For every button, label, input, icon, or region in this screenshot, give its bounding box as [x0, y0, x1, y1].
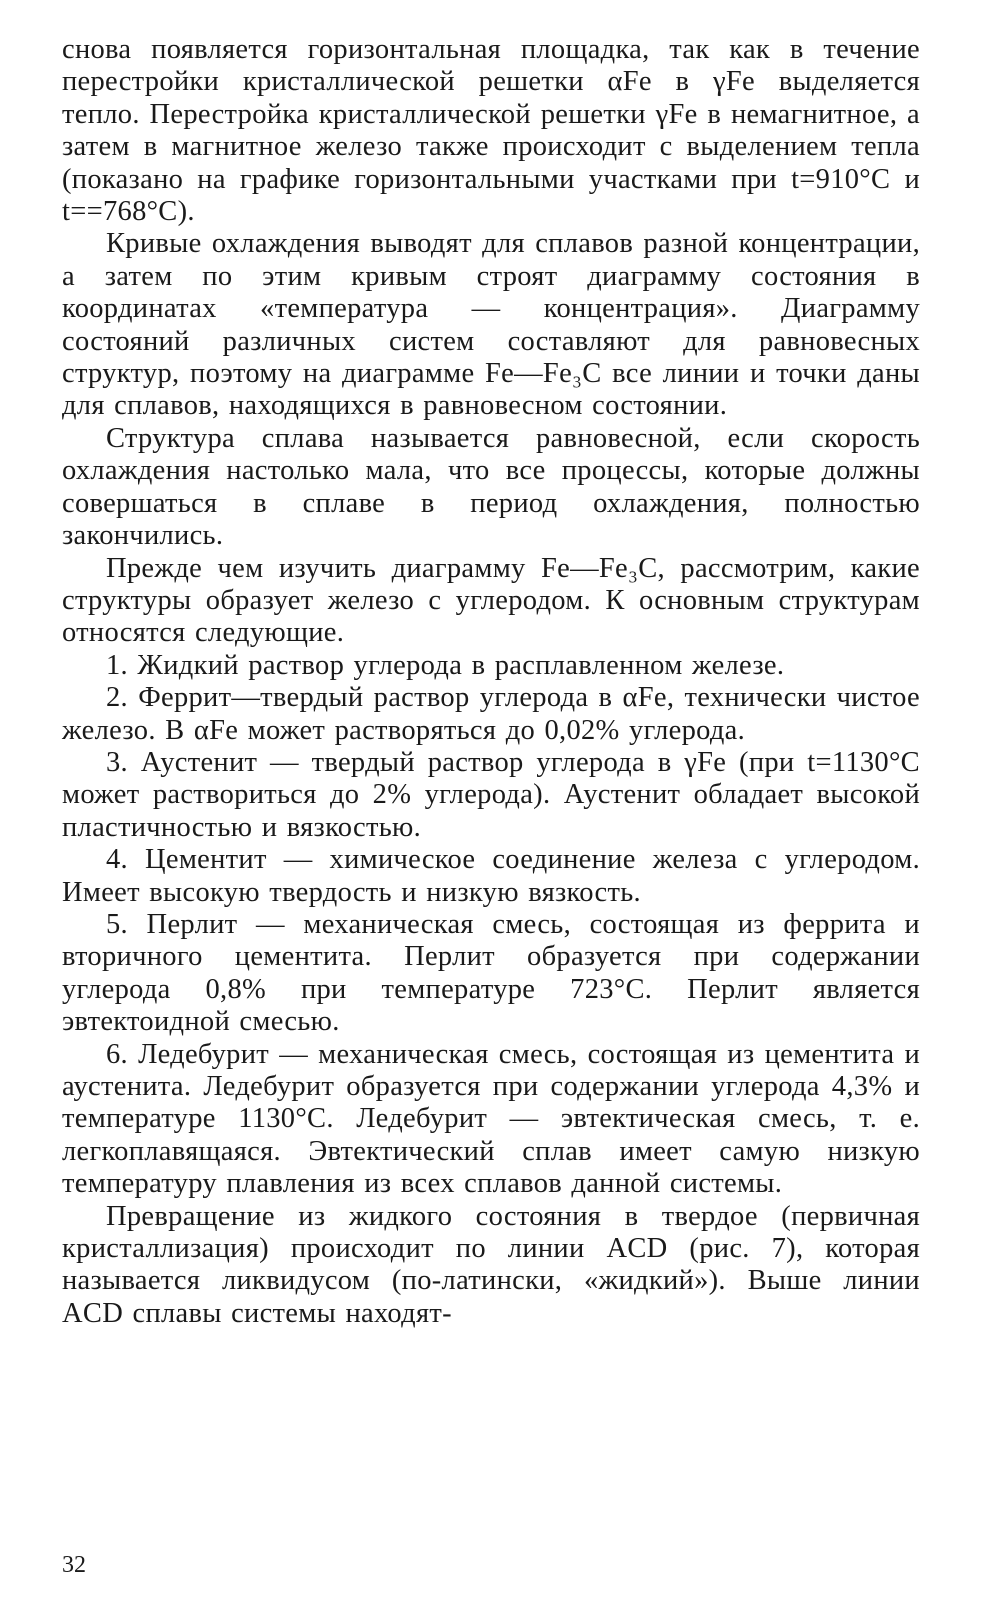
- page-body: [62, 34, 920, 1330]
- paragraph-liquidus: Превращение из жидкого состояния в твердое (первичная кристаллизация) происходит по линии ACD (рис. 7), которая называется ликвидусом (по-латински, «жидкий»). Выше линии ACD сплавы системы находят-: [62, 1200, 920, 1329]
- paragraph-equilibrium-structure: Структура сплава называется равновесной, если скорость охлаждения настолько мала, что все процессы, которые должны совершаться в сплаве в период охлаждения, полностью закончились.: [62, 422, 920, 552]
- list-item-pearlite: 5. Перлит — механическая смесь, состоящая из феррита и вторичного цементита. Перлит образуется при содержании углерода 0,8% при температуре 723°C. Перлит является эвтектоидной смесью.: [62, 908, 920, 1038]
- list-item-ferrite: 2. Феррит—твердый раствор углерода в αFe, технически чистое железо. В αFe может растворяться до 0,02% углерода.: [62, 682, 920, 746]
- list-item-austenite: 3. Аустенит — твердый раствор углерода в γFe (при t=1130°C может раствориться до 2% углерода). Аустенит обладает высокой пластичностью и вязкостью.: [62, 746, 920, 843]
- paragraph-structures-intro: Прежде чем изучить диаграмму Fe—Fe₃C, рассмотрим, какие структуры образует железо с углеродом. К основным структурам относятся следующие.: [62, 552, 920, 649]
- list-item-cementite: 4. Цементит — химическое соединение железа с углеродом. Имеет высокую твердость и низкую вязкость.: [62, 844, 920, 908]
- list-item-ledeburite: 6. Ледебурит — механическая смесь, состоящая из цементита и аустенита. Ледебурит образуется при содержании углерода 4,3% и температуре 1130°C. Ледебурит — эвтектическая смесь, т. е. легкоплавящаяся. Эвтектический сплав имеет самую низкую температуру плавления из всех сплавов данной системы.: [62, 1038, 920, 1200]
- paragraph-cooling-curves: Кривые охлаждения выводят для сплавов разной концентрации, а затем по этим кривым строят диаграмму состояния в координатах «температура — концентрация». Диаграмму состояний различных систем составляют для равновесных структур, поэтому на диаграмме Fe—Fe₃C все линии и точки даны для сплавов, находящихся в равновесном состоянии.: [62, 228, 920, 422]
- list-item-liquid-solution: 1. Жидкий раствор углерода в расплавленном железе.: [106, 649, 785, 681]
- page-number: 32: [62, 1552, 86, 1578]
- paragraph-continuation: снова появляется горизонтальная площадка, так как в течение перестройки кристаллической решетки αFe в γFe выделяется тепло. Перестройка кристаллической решетки γFe в немагнитное, а затем в магнитное железо также происходит с выделением тепла (показано на графике горизонтальными участками при t=910°C и t==768°C).: [62, 34, 920, 228]
